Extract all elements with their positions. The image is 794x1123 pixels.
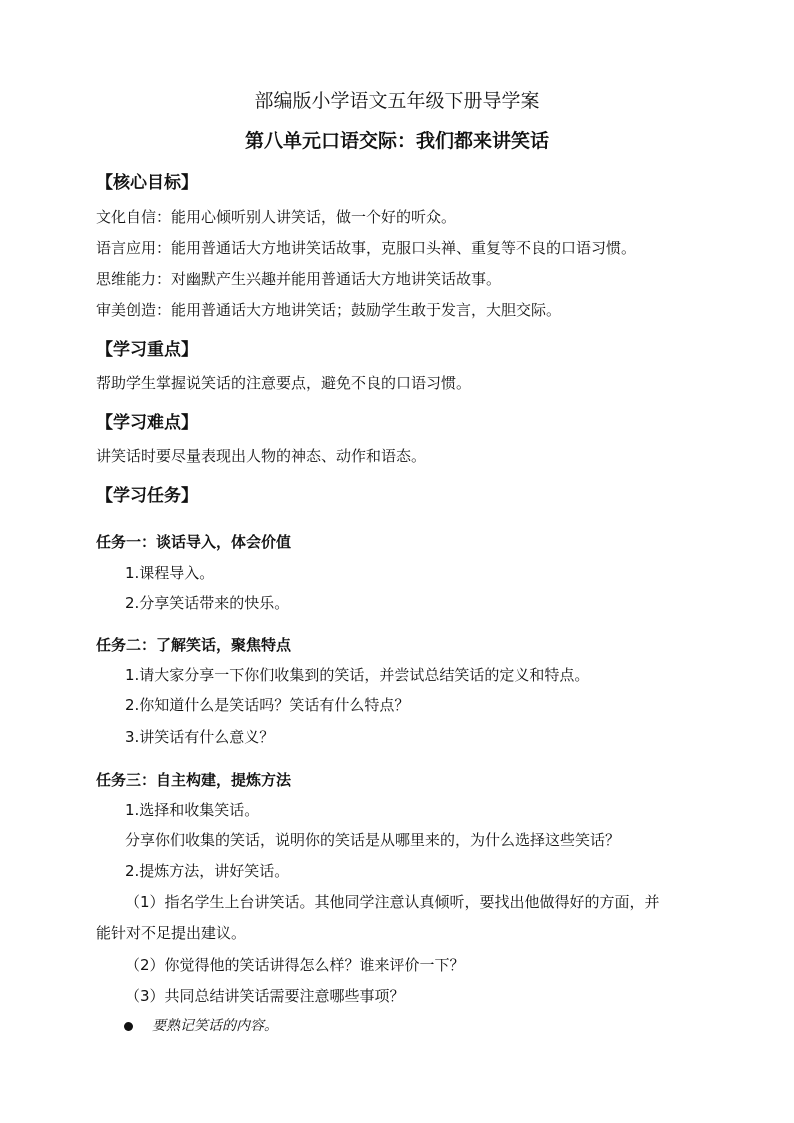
task2-item: 2.你知道什么是笑话吗？笑话有什么特点？	[125, 696, 410, 714]
task3-item: 分享你们收集的笑话，说明你的笑话是从哪里来的，为什么选择这些笑话？	[125, 831, 621, 849]
section-heading-key-points: 【学习重点】	[96, 340, 198, 360]
task3-title: 任务三：自主构建，提炼方法	[96, 771, 292, 789]
difficulties-text: 讲笑话时要尽量表现出人物的神态、动作和语态。	[96, 447, 427, 465]
task3-item: （3）共同总结讲笑话需要注意哪些事项？	[125, 987, 405, 1005]
task2-title: 任务二：了解笑话，聚焦特点	[96, 636, 292, 654]
task3-item: （1）指名学生上台讲笑话。其他同学注意认真倾听，要找出他做得好的方面，并	[125, 893, 660, 911]
task1-title: 任务一：谈话导入，体会价值	[96, 533, 292, 551]
task2-item: 3.讲笑话有什么意义？	[125, 728, 275, 746]
key-points-text: 帮助学生掌握说笑话的注意要点，避免不良的口语习惯。	[96, 374, 472, 392]
task3-item: （2）你觉得他的笑话讲得怎么样？谁来评价一下？	[125, 956, 465, 974]
bullet-item: 要熟记笑话的内容。	[152, 1018, 278, 1034]
document-title: 部编版小学语文五年级下册导学案	[254, 90, 540, 112]
task2-item: 1.请大家分享一下你们收集到的笑话，并尝试总结笑话的定义和特点。	[125, 666, 590, 684]
task3-item: 1.选择和收集笑话。	[125, 801, 260, 819]
bullet-dot-icon	[124, 1022, 133, 1031]
goal-item: 审美创造：能用普通话大方地讲笑话；鼓励学生敢于发言，大胆交际。	[96, 301, 562, 319]
lesson-title: 第八单元口语交际：我们都来讲笑话	[244, 130, 549, 152]
goal-item: 语言应用：能用普通话大方地讲笑话故事，克服口头禅、重复等不良的口语习惯。	[96, 239, 637, 257]
section-heading-core-goals: 【核心目标】	[96, 173, 198, 193]
section-heading-tasks: 【学习任务】	[96, 486, 198, 506]
task3-item: 能针对不足提出建议。	[96, 924, 247, 942]
goal-item: 文化自信：能用心倾听别人讲笑话，做一个好的听众。	[96, 208, 457, 226]
task1-item: 1.课程导入。	[125, 564, 215, 582]
section-heading-difficulties: 【学习难点】	[96, 413, 198, 433]
task3-item: 2.提炼方法，讲好笑话。	[125, 862, 290, 880]
task1-item: 2.分享笑话带来的快乐。	[125, 594, 290, 612]
goal-item: 思维能力：对幽默产生兴趣并能用普通话大方地讲笑话故事。	[96, 270, 502, 288]
